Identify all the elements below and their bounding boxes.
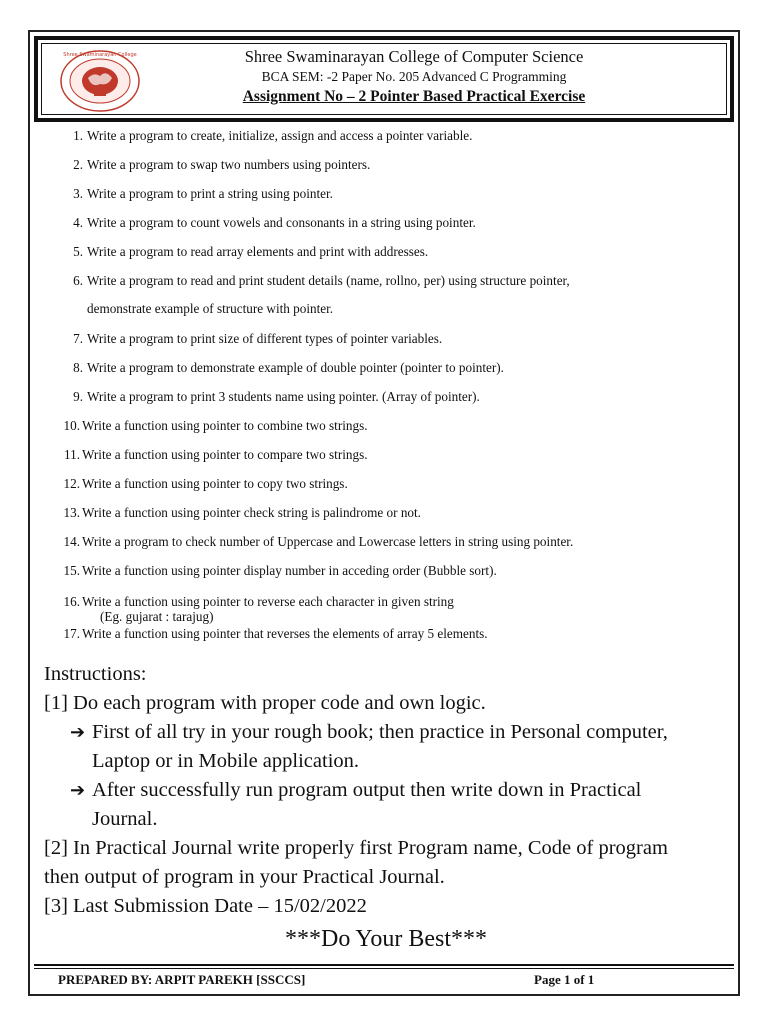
task-number: 9. (73, 389, 83, 404)
bullet-2-line-1: After successfully run program output then write down in Practical (92, 779, 642, 801)
instructions-heading: Instructions: (44, 663, 147, 685)
document-page (28, 30, 740, 996)
task-text: Write a program to demonstrate example of double pointer (pointer to pointer). (87, 360, 504, 375)
bullet-2-line-2: Journal. (92, 808, 158, 830)
task-text: Write a program to check number of Uppercase and Lowercase letters in string using pointer. (82, 534, 574, 549)
task-text: Write a program to print a string using pointer. (87, 186, 333, 201)
task-text: Write a program to read and print student details (name, rollno, per) using structure pointer, (87, 273, 570, 288)
instruction-item-3: [3] Last Submission Date – 15/02/2022 (44, 895, 367, 917)
task-number: 3. (73, 186, 83, 201)
task-text: Write a program to swap two numbers using pointers. (87, 157, 371, 172)
bullet-1-line-1: First of all try in your rough book; then practice in Personal computer, (92, 721, 668, 743)
prepared-by: PREPARED BY: ARPIT PAREKH [SSCCS] (58, 972, 306, 987)
assignment-title (42, 88, 726, 106)
task-number: 5. (73, 244, 83, 259)
assignment-title-text: Assignment No – 2 Pointer Based Practical Exercise (242, 88, 586, 105)
task-text: Write a function using pointer that reverses the elements of array 5 elements. (82, 626, 488, 641)
task-number: 11. (64, 447, 80, 462)
task-number: 8. (73, 360, 83, 375)
header-inner-border (41, 43, 727, 115)
task-text: Write a function using pointer check string is palindrome or not. (82, 505, 421, 520)
instruction-item-1: [1] Do each program with proper code and own logic. (44, 692, 486, 714)
arrow-right-icon: ➔ (70, 722, 86, 742)
task-text: Write a function using pointer to copy two strings. (82, 476, 348, 491)
task-number: 17. (63, 626, 80, 641)
document-header (34, 36, 734, 122)
task-number: 4. (73, 215, 83, 230)
task-text: Write a program to count vowels and consonants in a string using pointer. (87, 215, 476, 230)
task-number: 2. (73, 157, 83, 172)
task-text: Write a function using pointer display number in acceding order (Bubble sort). (82, 563, 497, 578)
task-number: 12. (63, 476, 80, 491)
arrow-right-icon: ➔ (70, 780, 86, 800)
instruction-item-2-line-2: then output of program in your Practical Journal. (44, 866, 445, 888)
task-number: 6. (73, 273, 83, 288)
task-number: 15. (63, 563, 80, 578)
task-number: 14. (63, 534, 80, 549)
task-text: Write a program to create, initialize, assign and access a pointer variable. (87, 128, 473, 143)
task-text: Write a function using pointer to reverse each character in given string (82, 594, 454, 609)
motto: ***Do Your Best*** (284, 926, 488, 952)
task-number: 7. (73, 331, 83, 346)
task-text: Write a function using pointer to combine two strings. (82, 418, 368, 433)
task-number: 16. (63, 594, 80, 609)
task-text: Write a program to print 3 students name using pointer. (Array of pointer). (87, 389, 480, 404)
task-number: 13. (63, 505, 80, 520)
task-text: Write a program to print size of different types of pointer variables. (87, 331, 443, 346)
course-title: BCA SEM: -2 Paper No. 205 Advanced C Programming (261, 69, 567, 84)
task-text-continued: demonstrate example of structure with pointer. (87, 301, 334, 316)
task-number: 1. (73, 128, 83, 143)
logo-text: Shree Swaminarayan College (63, 52, 137, 58)
footer-divider-thin (34, 968, 734, 969)
task-text: Write a function using pointer to compare two strings. (82, 447, 368, 462)
page-number: Page 1 of 1 (534, 972, 595, 987)
task-number: 10. (63, 418, 80, 433)
footer-divider (34, 964, 734, 966)
bullet-1-line-2: Laptop or in Mobile application. (92, 750, 360, 772)
college-name: Shree Swaminarayan College of Computer Science (244, 47, 584, 66)
task-text: Write a program to read array elements and print with addresses. (87, 244, 429, 259)
instruction-item-2-line-1: [2] In Practical Journal write properly first Program name, Code of program (44, 837, 668, 859)
task-example: (Eg. gujarat : tarajug) (100, 609, 214, 624)
